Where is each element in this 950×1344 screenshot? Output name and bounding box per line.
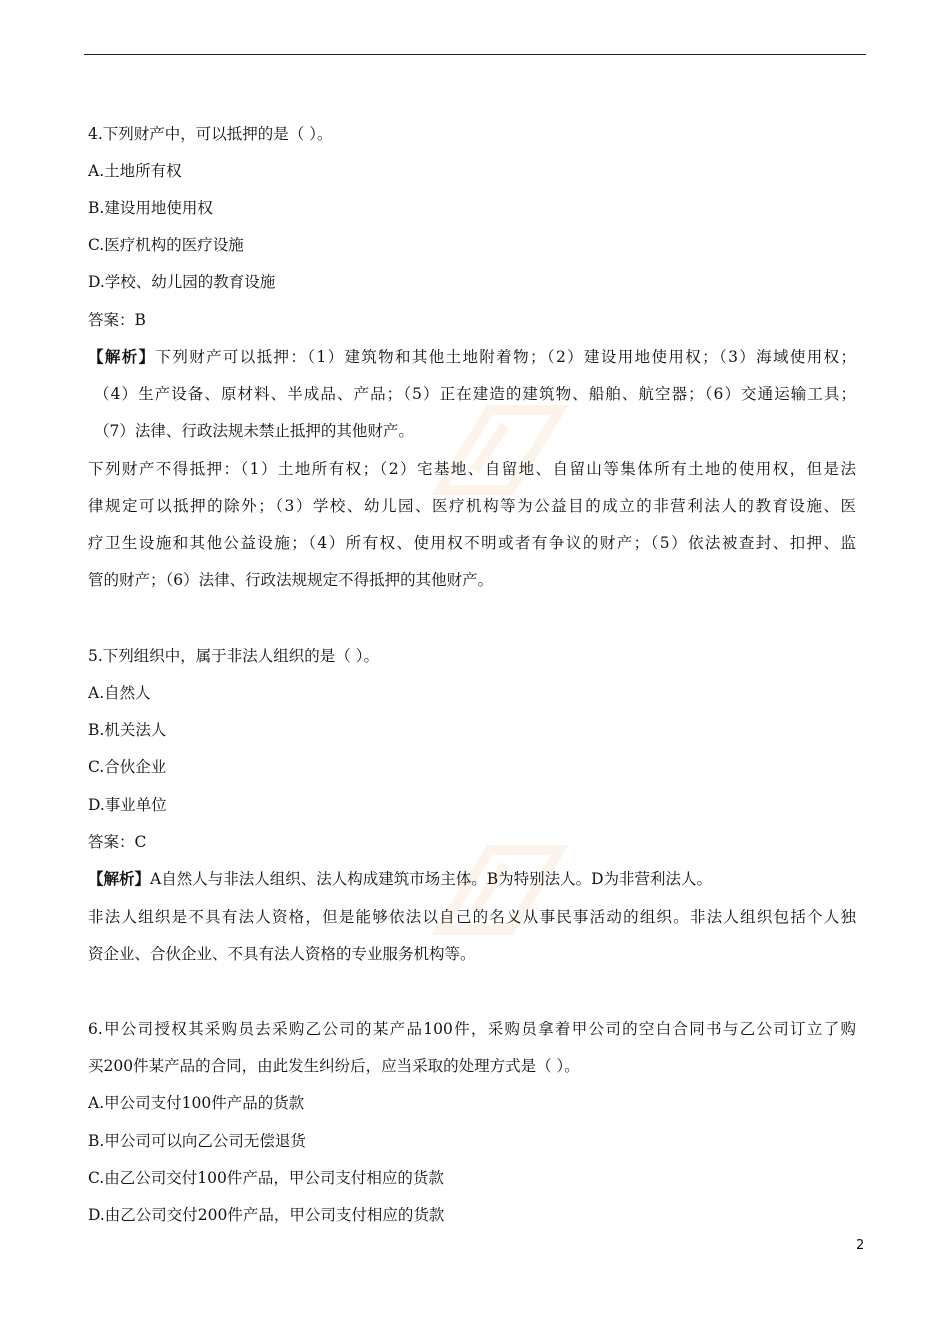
question-4-note-line: 管的财产；（6）法律、行政法规规定不得抵押的其他财产。 [88,571,494,589]
question-4-analysis-line: （4）生产设备、原材料、半成品、产品；（5）正在建造的建筑物、船舶、航空器；（6）交通运输工具； [94,385,856,403]
analysis-text: A自然人与非法人组织、法人构成建筑市场主体。B为特别法人。D为非营利法人。 [150,870,713,888]
question-6-option-b: B.甲公司可以向乙公司无偿退货 [88,1132,306,1150]
question-6-option-d: D.由乙公司交付200件产品，甲公司支付相应的货款 [88,1206,445,1224]
question-4-option-d: D.学校、幼儿园的教育设施 [88,273,276,291]
watermark-logo-icon [420,830,580,950]
question-6-option-a: A.甲公司支付100件产品的货款 [88,1094,305,1112]
question-5-option-d: D.事业单位 [88,796,167,814]
question-4-answer: 答案：B [88,311,146,329]
page-number: 2 [856,1238,865,1253]
question-6-stem-line: 6.甲公司授权其采购员去采购乙公司的某产品100件，采购员拿着甲公司的空白合同书与乙公司订立了购 [88,1020,856,1038]
analysis-label: 【解析】 [88,869,151,888]
question-6-stem-line: 买200件某产品的合同，由此发生纠纷后，应当采取的处理方式是（ ）。 [88,1057,580,1075]
question-4-analysis-line: （7）法律、行政法规未禁止抵押的其他财产。 [94,422,414,440]
analysis-text: 下列财产可以抵押：（1）建筑物和其他土地附着物；（2）建设用地使用权；（3）海域使用权； [155,348,856,366]
question-5-stem: 5.下列组织中，属于非法人组织的是（ ）。 [88,647,379,665]
question-4-note-line: 律规定可以抵押的除外；（3）学校、幼儿园、医疗机构等为公益目的成立的非营利法人的教育设施、医 [88,497,856,515]
header-rule [84,54,866,55]
question-5-note-line: 资企业、合伙企业、不具有法人资格的专业服务机构等。 [88,945,476,963]
question-4-option-b: B.建设用地使用权 [88,199,213,217]
question-4-option-c: C.医疗机构的医疗设施 [88,236,244,254]
question-4-analysis-line [88,346,856,368]
question-5-option-b: B.机关法人 [88,721,167,739]
question-5-option-c: C.合伙企业 [88,758,167,776]
question-4-option-a: A.土地所有权 [88,162,182,180]
question-5-note-line: 非法人组织是不具有法人资格，但是能够依法以自己的名义从事民事活动的组织。非法人组织包括个人独 [88,908,856,926]
question-5-analysis-line [88,868,712,890]
question-4-stem: 4.下列财产中，可以抵押的是（ ）。 [88,125,333,143]
watermark-logo-icon [420,390,580,510]
question-5-option-a: A.自然人 [88,684,151,702]
question-4-note-line: 疗卫生设施和其他公益设施；（4）所有权、使用权不明或者有争议的财产；（5）依法被查封、扣押、监 [88,534,856,552]
question-4-note-line: 下列财产不得抵押：（1）土地所有权；（2）宅基地、自留地、自留山等集体所有土地的使用权，但是法 [88,460,856,478]
analysis-label: 【解析】 [88,347,156,366]
question-6-option-c: C.由乙公司交付100件产品，甲公司支付相应的货款 [88,1169,444,1187]
question-5-answer: 答案：C [88,833,147,851]
